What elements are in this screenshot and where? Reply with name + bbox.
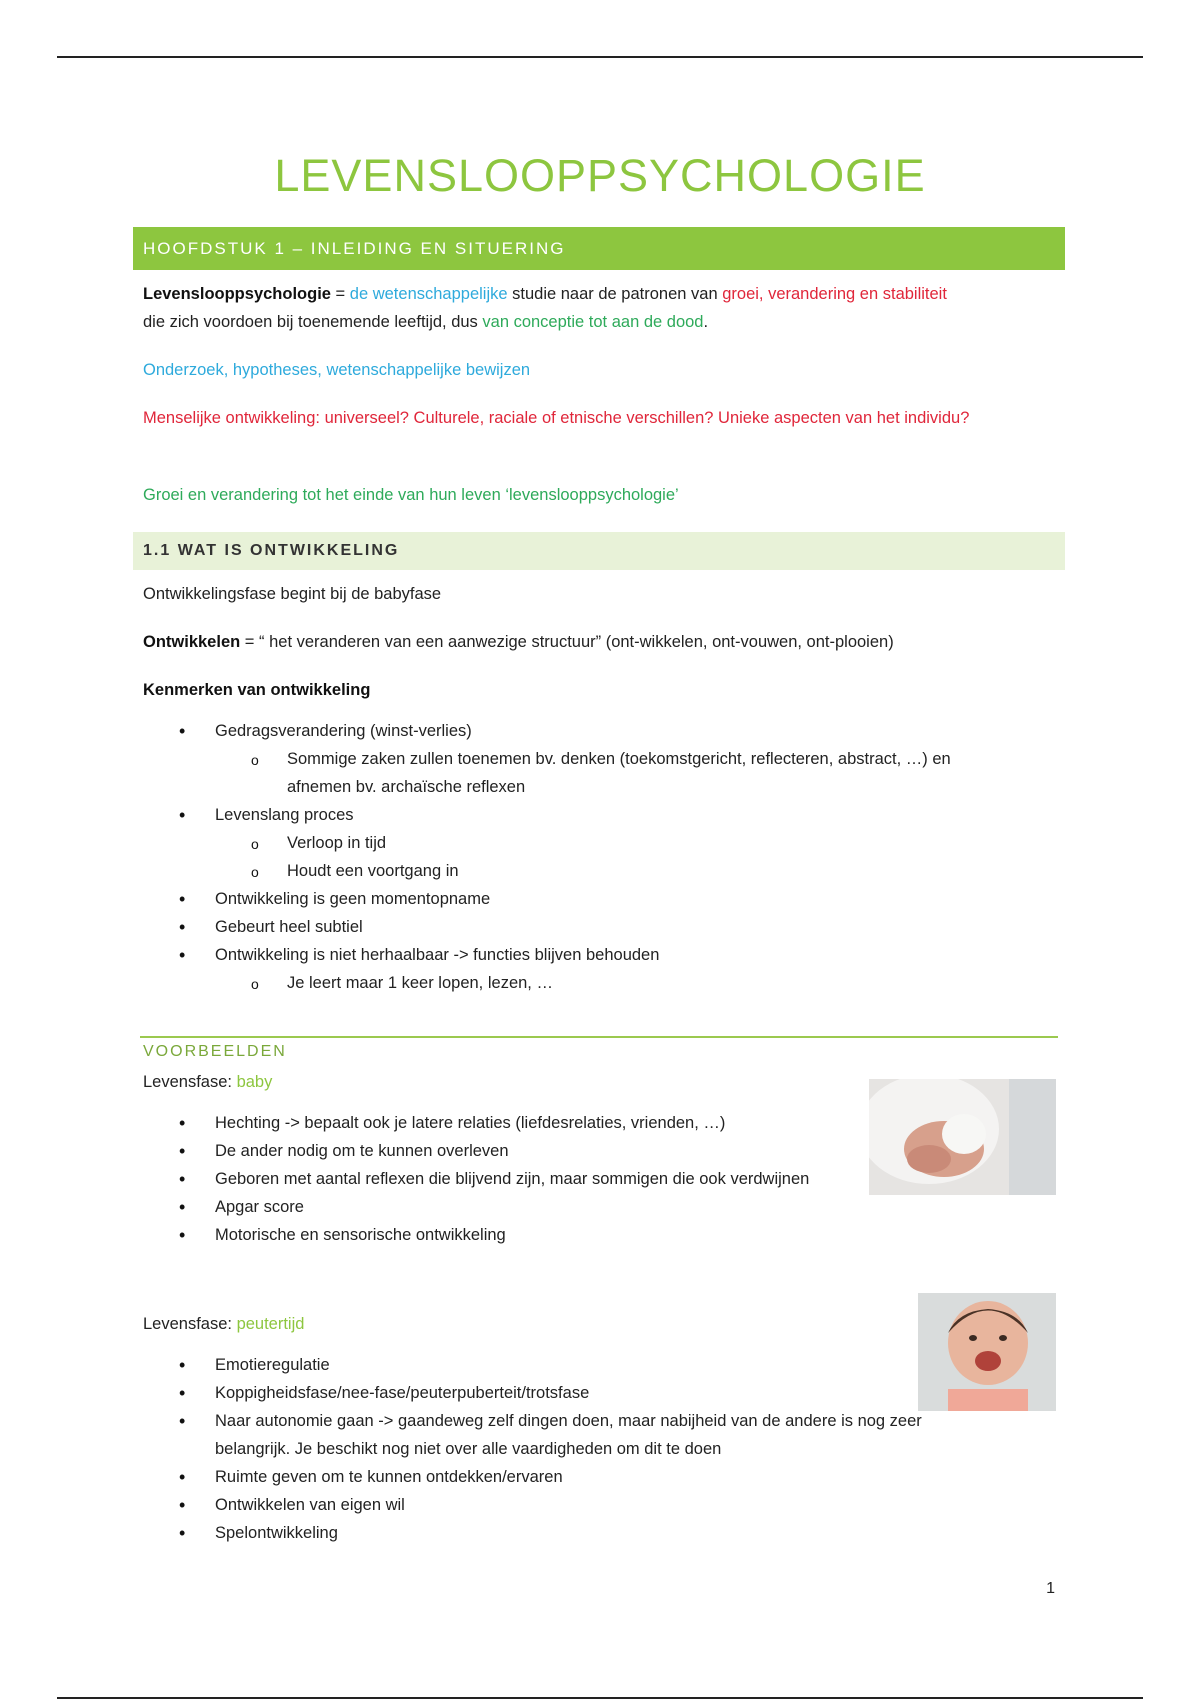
develop-term: Ontwikkelen — [143, 633, 241, 651]
definition-term: Levenslooppsychologie — [143, 285, 331, 303]
section-intro: Ontwikkelingsfase begint bij de babyfase — [143, 585, 442, 603]
phase-label: Levensfase: — [143, 1073, 237, 1091]
page-number: 1 — [1046, 1580, 1055, 1597]
toddler-phase: peutertijd — [236, 1315, 305, 1333]
list-item: • Ontwikkeling is niet herhaalbaar -> functies blijven behouden — [143, 941, 1003, 969]
definition-paragraph — [143, 280, 1048, 336]
list-item: • Levenslang proces — [143, 801, 1003, 829]
section-heading: 1.1 WAT IS ONTWIKKELING — [133, 532, 1065, 570]
newborn-photo — [869, 1079, 1056, 1195]
definition-plain: studie naar de patronen van — [507, 285, 723, 303]
features-list — [143, 717, 1003, 997]
list-item: • Apgar score — [143, 1193, 813, 1221]
list-item: o Je leert maar 1 keer lopen, lezen, … — [143, 969, 1003, 997]
phase-label: Levensfase: — [143, 1315, 237, 1333]
growth-paragraph: Groei en verandering tot het einde van hun leven ‘levenslooppsychologie’ — [143, 486, 679, 504]
page-title: LEVENSLOOPPSYCHOLOGIE — [274, 150, 926, 201]
baby-phase: baby — [236, 1073, 273, 1091]
list-item: • Naar autonomie gaan -> gaandeweg zelf dingen doen, maar nabijheid van de andere is nog zeer belangrijk. Je beschikt nog niet over alle vaardigheden om dit te doen — [143, 1407, 963, 1463]
list-item: • Spelontwikkeling — [143, 1519, 963, 1547]
definition-line2: die zich voordoen bij toenemende leeftijd, dus — [143, 313, 483, 331]
examples-heading: VOORBEELDEN — [143, 1043, 287, 1060]
list-item: • Gedragsverandering (winst-verlies) — [143, 717, 1003, 745]
develop-text: = “ het veranderen van een aanwezige structuur” (ont-wikkelen, ont-vouwen, ont-plooien) — [240, 633, 894, 651]
list-item: • De ander nodig om te kunnen overleven — [143, 1137, 813, 1165]
list-item: • Ruimte geven om te kunnen ontdekken/ervaren — [143, 1463, 963, 1491]
list-item: • Ontwikkeling is geen momentopname — [143, 885, 1003, 913]
develop-definition — [143, 628, 1048, 656]
toddler-phase-label — [143, 1310, 1048, 1338]
features-heading — [143, 676, 1048, 704]
research-paragraph: Onderzoek, hypotheses, wetenschappelijke bewijzen — [143, 361, 531, 379]
list-item: • Emotieregulatie — [143, 1351, 963, 1379]
list-item: • Motorische en sensorische ontwikkeling — [143, 1221, 813, 1249]
list-item: o Houdt een voortgang in — [143, 857, 1003, 885]
examples-divider — [140, 1036, 1058, 1038]
baby-list — [143, 1109, 813, 1249]
chapter-heading: HOOFDSTUK 1 – INLEIDING EN SITUERING — [133, 227, 1065, 270]
definition-end: . — [703, 313, 709, 331]
list-item: • Geboren met aantal reflexen die blijvend zijn, maar sommigen die ook verdwijnen — [143, 1165, 813, 1193]
bottom-rule — [57, 1697, 1143, 1699]
definition-green: van conceptie tot aan de dood — [482, 313, 704, 331]
list-item: o Verloop in tijd — [143, 829, 1003, 857]
definition-eq: = — [330, 285, 350, 303]
toddler-list — [143, 1351, 963, 1547]
list-item: • Ontwikkelen van eigen wil — [143, 1491, 963, 1519]
top-rule — [57, 56, 1143, 58]
definition-red: groei, verandering en stabiliteit — [722, 285, 947, 303]
list-item: • Gebeurt heel subtiel — [143, 913, 1003, 941]
list-item: • Koppigheidsfase/nee-fase/peuterpuberteit/trotsfase — [143, 1379, 963, 1407]
list-item: • Hechting -> bepaalt ook je latere relaties (liefdesrelaties, vrienden, …) — [143, 1109, 813, 1137]
human-development-paragraph: Menselijke ontwikkeling: universeel? Culturele, raciale of etnische verschillen? Unieke aspecten van het individu? — [143, 409, 970, 427]
definition-blue: de wetenschappelijke — [349, 285, 508, 303]
features-heading-text: Kenmerken van ontwikkeling — [143, 681, 371, 699]
toddler-photo — [918, 1293, 1056, 1411]
list-item: o Sommige zaken zullen toenemen bv. denken (toekomstgericht, reflecteren, abstract, …) en afnemen bv. archaïsche reflexen — [143, 745, 1003, 801]
